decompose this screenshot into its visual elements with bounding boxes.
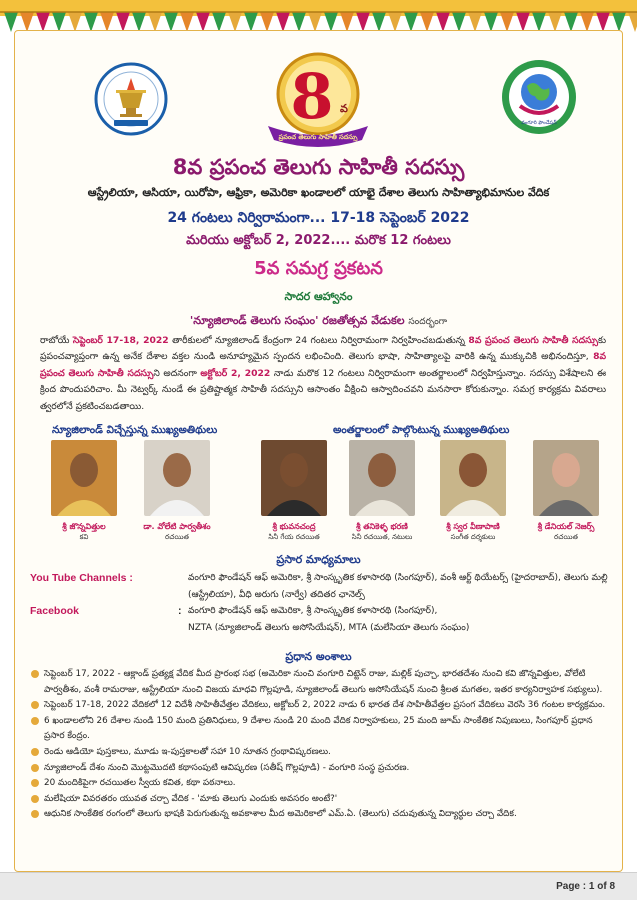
bullet-icon — [31, 748, 39, 756]
guest-name: శ్రీ డేనియల్ నెజర్స్ — [537, 522, 595, 531]
bunting-flag — [4, 12, 18, 32]
bunting-flag — [436, 12, 450, 32]
bullet-icon — [31, 670, 39, 678]
guest-role: సంగీత దర్శకులు — [450, 533, 496, 541]
guest-role: సినీ గేయ రచయిత — [268, 533, 320, 541]
topic-text: సెప్టెంబర్ 17-18, 2022 వేదికలో 12 విదేశీ సాహితీవేత్తల వేదికలు, అక్టోబర్ 2, 2022 నాడు 6 భారత దేశ సాహితీవేత్తల ప్రసంగ వేదికలు వెరసి 36 గంటల కార్యక్రమం. — [44, 700, 606, 711]
logo-numeral: 8 — [290, 60, 334, 133]
bunting-flag — [308, 12, 322, 32]
bunting-flag — [20, 12, 34, 32]
page-number: Page : 1 of 8 — [556, 881, 615, 892]
date-line-secondary: మరియు అక్టోబర్ 2, 2022.... మరొక 12 గంటలు — [186, 233, 451, 248]
facebook-pages-line1: వంగూరి ఫౌండేషన్ ఆఫ్ అమెరికా, శ్రీ సాంస్కృతిక కళాసారథి (సింగపూర్), — [188, 606, 438, 616]
guest-card — [48, 440, 120, 543]
bullet-icon — [31, 810, 39, 818]
guest-photo — [440, 440, 506, 516]
bunting-flag — [516, 12, 530, 32]
youtube-channels: వంగూరి ఫౌండేషన్ ఆఫ్ అమెరికా, శ్రీ సాంస్కృతిక కళాసారథి (సింగపూర్), వంశీ ఆర్ట్ థియేటర్స్ (హైదరాబాద్), తెలుగు మల్లి (ఆస్ట్రేలియా), వీధి అరుగు (నార్వే) తదితర ఛానెల్స్ — [188, 573, 608, 600]
facebook-pages-line2: NZTA (న్యూజిలాండ్ తెలుగు అసోసియేషన్), MTA (మలేసియా తెలుగు సంఘం) — [188, 623, 470, 633]
bunting-flag — [612, 12, 626, 32]
bullet-icon — [31, 701, 39, 709]
youtube-label: You Tube Channels : — [30, 572, 133, 584]
bunting-flag — [548, 12, 562, 32]
intro-highlight: 8వ ప్రపంచ తెలుగు సాహితీ సదస్సు — [40, 351, 606, 379]
page-footer — [0, 872, 637, 900]
bunting-flag — [452, 12, 466, 32]
bullet-icon — [31, 717, 39, 725]
topic-text: 20 మందికిపైగా రచయితల స్వీయ కవిత, కథా పఠనాలు. — [44, 778, 236, 789]
bunting-flag — [580, 12, 594, 32]
bunting-flag — [292, 12, 306, 32]
bunting-flag — [68, 12, 82, 32]
facebook-pages — [188, 603, 613, 637]
bullet-icon — [31, 795, 39, 803]
topic-text: రెండు ఆడియో పుస్తకాలు, మూడు ఇ-పుస్తకాలతో సహా 10 నూతన గ్రంథావిష్కరణలు. — [44, 746, 331, 757]
topic-text: సెప్టెంబర్ 17, 2022 - ఆక్లాండ్ ప్రత్యక్ష వేదిక మీద ప్రారంభ సభ (అమెరికా నుంచి వంగూరి చిట్టెన్ రాజు, మల్లిక్ పుచ్చా, భారతదేశం నుంచి కవి జొన్నవిత్తుల, వోలేటి పార్వతీశం, వంశీ రామరాజు, ఆస్ట్రేలియా నుంచి విజయ మాధవి గొల్లపూడి, న్యూజిలాండ్ తెలుగు అసోసియేషన్ నుంచి శ్రీలత మగతల, ఇతర కార్యనిర్వాహక సభ్యులు). — [44, 669, 603, 695]
guest-role: రచయిత — [554, 533, 578, 541]
guest-name: శ్రీ భువనచంద్ర — [272, 522, 316, 531]
guest-card — [437, 440, 509, 543]
intro-highlight: అక్టోబర్ 2, 2022 — [200, 367, 271, 379]
intro-text: రాబోయే — [40, 335, 73, 346]
bunting-flag — [228, 12, 242, 32]
online-guests-heading: అంతర్జాలంలో పాల్గొంటున్న ముఖ్యఅతిథులు — [333, 424, 510, 436]
bunting-flag — [388, 12, 402, 32]
guest-photo — [261, 440, 327, 516]
guest-name: శ్రీ జొన్నవిత్తుల — [62, 522, 106, 531]
bunting-flag — [164, 12, 178, 32]
guest-name: శ్రీ స్వర వీణాపాణి — [446, 522, 500, 531]
bullet-icon — [31, 779, 39, 787]
bunting-flag — [180, 12, 194, 32]
guest-photo — [144, 440, 210, 516]
guest-photo — [51, 440, 117, 516]
bunting-flag — [100, 12, 114, 32]
guest-role: రచయిత — [165, 533, 189, 541]
welcome-heading: సాదర ఆహ్వానం — [284, 290, 353, 303]
bunting-flag — [372, 12, 386, 32]
event-line — [20, 314, 617, 330]
media-heading: ప్రసార మాధ్యమాలు — [276, 553, 361, 566]
guest-card — [141, 440, 213, 543]
bunting-flag — [132, 12, 146, 32]
topics-heading: ప్రధాన అంశాలు — [285, 650, 352, 663]
facebook-colon: : — [178, 605, 182, 617]
bunting-flag — [148, 12, 162, 32]
bunting-flag — [340, 12, 354, 32]
eighth-edition-logo — [262, 50, 374, 150]
bunting-flag — [484, 12, 498, 32]
right-globe-logo — [500, 58, 578, 136]
guest-card — [530, 440, 602, 543]
date-line-primary: 24 గంటలు నిర్విరామంగా... 17-18 సెప్టెంబర్ 2022 — [167, 210, 470, 226]
right-logo-ribbon: వంగూరి ఫౌండేషన్ — [521, 120, 557, 126]
bunting-flag — [420, 12, 434, 32]
bunting-flag — [356, 12, 370, 32]
facebook-label: Facebook — [30, 605, 80, 617]
bunting-flag — [84, 12, 98, 32]
bunting-flag — [500, 12, 514, 32]
guest-role: సినీ రచయిత, నటులు — [351, 533, 413, 541]
topics-list — [30, 667, 612, 823]
bunting-flag — [260, 12, 274, 32]
bunting-flag — [324, 12, 338, 32]
topic-text: న్యూజిలాండ్ దేశం నుంచి మొట్టమొదటి కథాసంపుటి ఆవిష్కరణ (సతీష్ గొల్లపూడి) - వంగూరి సంస్థ ప్రచురణ. — [44, 762, 410, 773]
topic-text: ఆధునిక సాంకేతిక రంగంలో తెలుగు భాషకి పెరుగుతున్న అవకాశాల మీద అమెరికాలో ఎమ్.ఏ. (తెలుగు) చదువుతున్న విద్యార్ధుల చర్చా వేదిక. — [44, 809, 517, 820]
intro-text: కు ప్రపంచవ్యాప్తంగా ఉన్న అనేక దేశాల వక్తల నుండి అనూహ్యమైన స్పందన లభించింది. తెలుగు భాషా, సాహిత్యాలపై వారికి ఉన్న ముక్కుచికి అభినందిస్తూ, — [40, 335, 607, 363]
bunting-flag — [244, 12, 258, 32]
left-emblem-logo — [94, 62, 168, 136]
guest-photo — [533, 440, 599, 516]
bunting-flag — [196, 12, 210, 32]
bunting-flag — [564, 12, 578, 32]
guest-name: శ్రీ తనికెళ్ళ భరణి — [356, 522, 408, 531]
bunting-flag — [628, 12, 637, 32]
logo-suffix: వ — [340, 102, 348, 115]
intro-paragraph — [40, 333, 606, 415]
bunting-flag — [596, 12, 610, 32]
intro-highlight: సెప్టెంబర్ 17-18, 2022 — [72, 335, 169, 346]
intro-text: తారీకులలో న్యూజిలాండ్ కేంద్రంగా 24 గంటలు నిర్విరామంగా నిర్వహించబడుతున్న — [168, 335, 469, 346]
event-name: 'న్యూజిలాండ్ తెలుగు సంఘం' రజతోత్సవ వేడుకల — [189, 314, 405, 327]
bunting-flag — [468, 12, 482, 32]
bunting-flag — [212, 12, 226, 32]
topic-text: మలేషియా వివరతరం యువత చర్చా వేదిక - 'మాకు తెలుగు ఎందుకు అవసరం అంటే?' — [44, 793, 338, 804]
guest-name: డా. వోలేటి పార్వతీశం — [143, 522, 211, 531]
list-item — [30, 745, 612, 761]
nz-guests-heading: న్యూజిలాండ్ విచ్చేస్తున్న ముఖ్యఅతిథులు — [52, 424, 218, 436]
list-item — [30, 761, 612, 777]
guest-photo — [349, 440, 415, 516]
bunting-flag — [404, 12, 418, 32]
list-item — [30, 807, 612, 823]
intro-text: నాడు మరొక 12 గంటలు నిర్విరామంగా అంతర్జాలంలో నిర్వహిస్తున్నాం. సదస్సు విశేషాలని ఈ క్రింద పొందుపరిచాం. మీ నెట్వర్క్ నుండే ఈ ప్రతిష్టాత్మక సాహితీ సదస్సుని ఆసాంతం వీక్షించి ఆస్వాదించవని మనసారా కోరుకున్నాం. సమగ్ర కార్యక్రమ వివరాలు త్వరలోనే ప్రకటించబడతాయి. — [40, 367, 606, 412]
bunting-flag — [532, 12, 546, 32]
topic-text: 6 ఖండాలలోని 26 దేశాల నుండి 150 మంది ప్రతినిధులు, 9 దేశాల నుండి 20 మంది వేదిక నిర్వాహకులు, 25 మంది జూమ్ సాంకేతిక నిపుణులు, సింగపూర్ ప్రధాన ప్రసార కేంద్రం. — [44, 715, 593, 742]
page-title: 8వ ప్రపంచ తెలుగు సాహితీ సదస్సు — [172, 155, 465, 179]
intro-highlight: 8వ ప్రపంచ తెలుగు సాహితీ సదస్సు — [468, 335, 599, 346]
guest-card — [346, 440, 418, 543]
bunting-flag — [276, 12, 290, 32]
guest-card — [258, 440, 330, 543]
logo-ribbon-text: ప్రపంచ తెలుగు సాహితీ సదస్సు — [278, 133, 358, 141]
bunting-flag — [116, 12, 130, 32]
list-item — [30, 776, 612, 792]
intro-text: ని అదనంగా — [153, 367, 201, 379]
subtitle: ఆస్ట్రేలియా, ఆసియా, యిరోపా, ఆఫ్రికా, అమెరికా ఖండాలలో యాభై దేశాల తెలుగు సాహిత్యాభిమానుల వేదిక — [87, 186, 550, 199]
list-item — [30, 792, 612, 808]
bunting-flag — [52, 12, 66, 32]
bullet-icon — [31, 764, 39, 772]
event-occasion: సందర్భంగా — [408, 317, 448, 327]
guest-role: కవి — [79, 533, 89, 541]
bunting-flag — [36, 12, 50, 32]
list-item — [30, 698, 612, 714]
list-item — [30, 714, 612, 745]
announcement-heading: 5వ సమగ్ర ప్రకటన — [254, 258, 383, 279]
list-item — [30, 667, 612, 698]
